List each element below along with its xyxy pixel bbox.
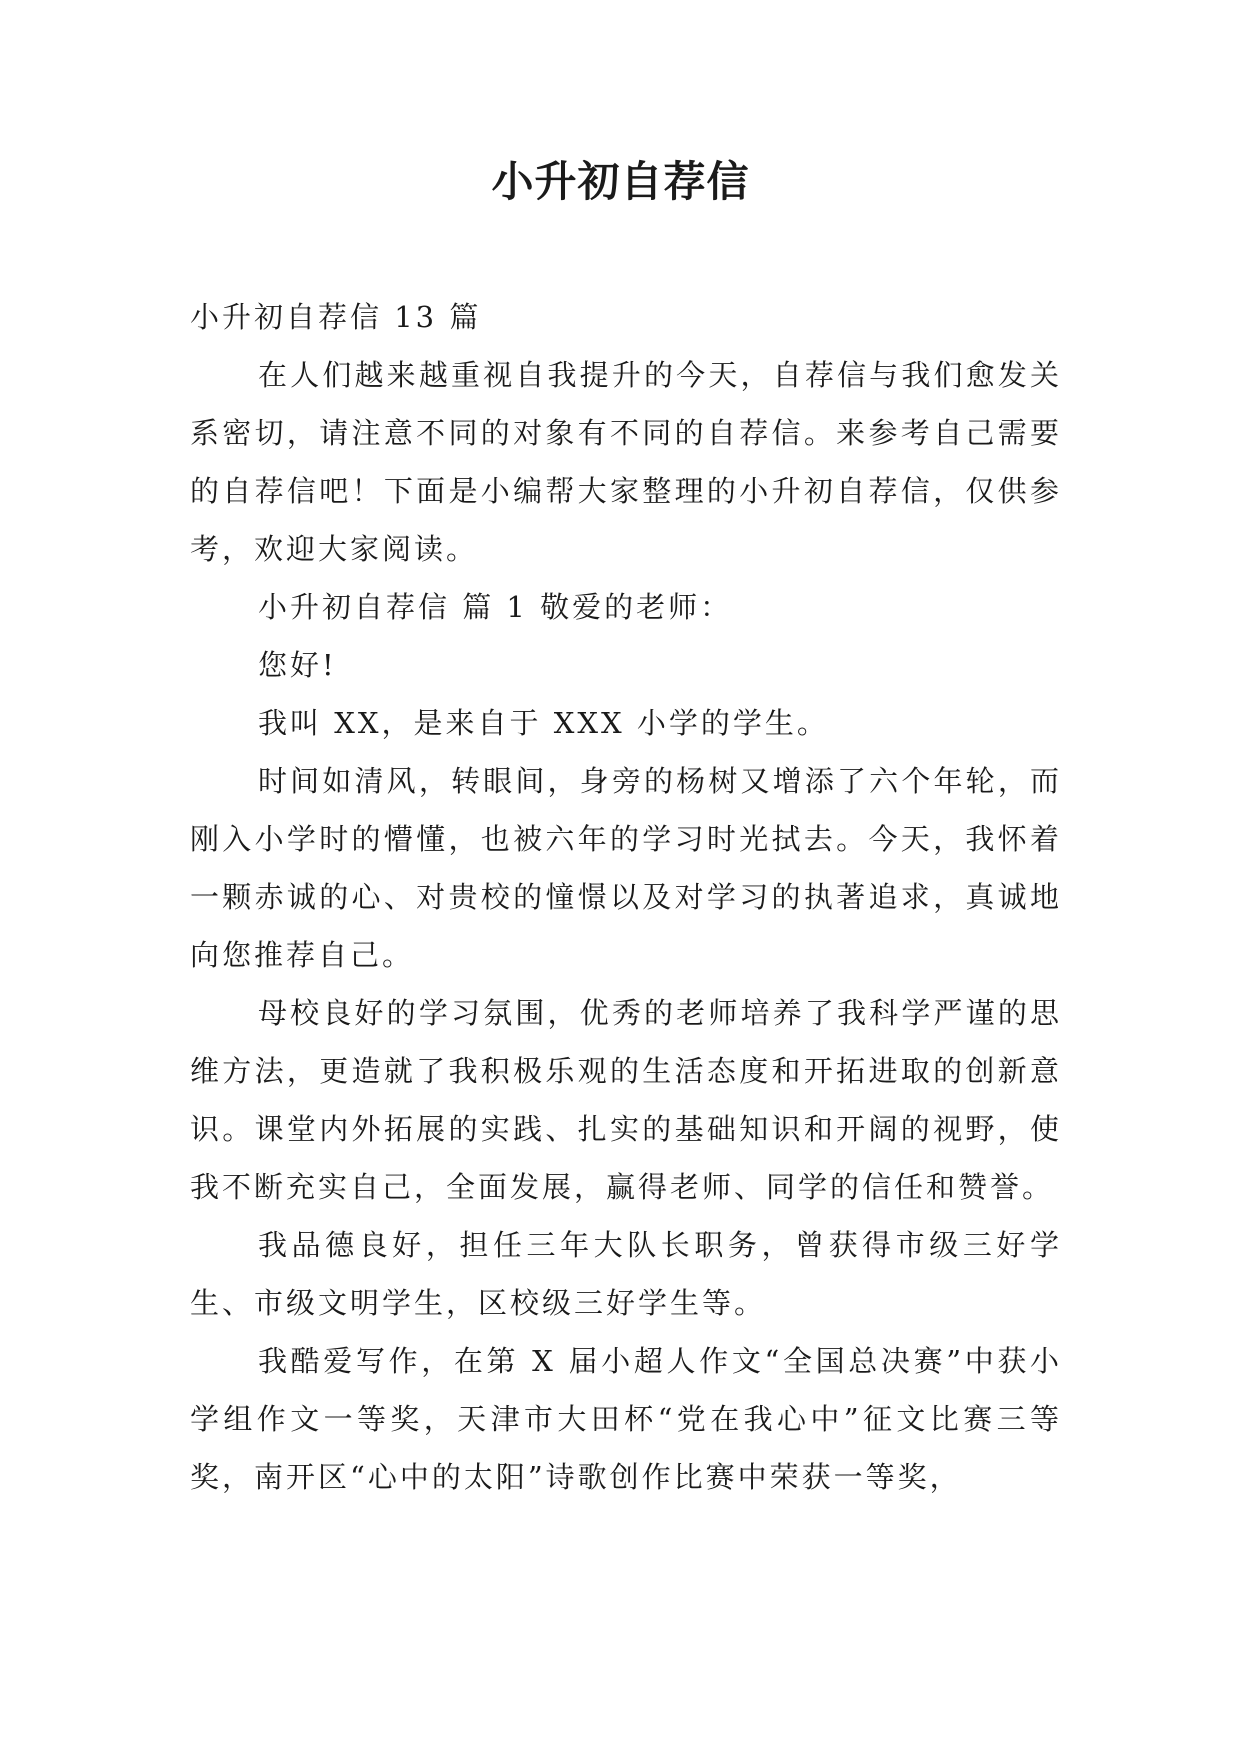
document-subtitle: 小升初自荐信 13 篇 [190,300,482,334]
writing-paragraph: 我酷爱写作，在第 X 届小超人作文“全国总决赛”中获小学组作文一等奖，天津市大田杯“党在我心中”征文比赛三等奖，南开区“心中的太阳”诗歌创作比赛中荣获一等奖， [190,1344,1063,1494]
greeting: 您好! [258,648,337,682]
document-title: 小升初自荐信 [491,157,750,206]
document-body [190,288,1062,1506]
self-introduction-paragraph: 我叫 XX，是来自于 XXX 小学的学生。 [258,706,829,740]
time-paragraph: 时间如清风，转眼间，身旁的杨树又增添了六个年轮，而刚入小学时的懵懂，也被六年的学习时光拭去。今天，我怀着一颗赤诚的心、对贵校的憧憬以及对学习的执著追求，真诚地向您推荐自己。 [190,764,1062,972]
intro-paragraph: 在人们越来越重视自我提升的今天，自荐信与我们愈发关系密切，请注意不同的对象有不同的自荐信。来参考自己需要的自荐信吧！下面是小编帮大家整理的小升初自荐信，仅供参考，欢迎大家阅读。 [190,358,1062,566]
character-paragraph: 我品德良好，担任三年大队长职务，曾获得市级三好学生、市级文明学生，区校级三好学生等。 [190,1228,1062,1320]
school-paragraph: 母校良好的学习氛围，优秀的老师培养了我科学严谨的思维方法，更造就了我积极乐观的生活态度和开拓进取的创新意识。课堂内外拓展的实践、扎实的基础知识和开阔的视野，使我不断充实自己，全面发展，赢得老师、同学的信任和赞誉。 [190,996,1062,1204]
letter-heading: 小升初自荐信 篇 1 敬爱的老师： [258,590,733,624]
